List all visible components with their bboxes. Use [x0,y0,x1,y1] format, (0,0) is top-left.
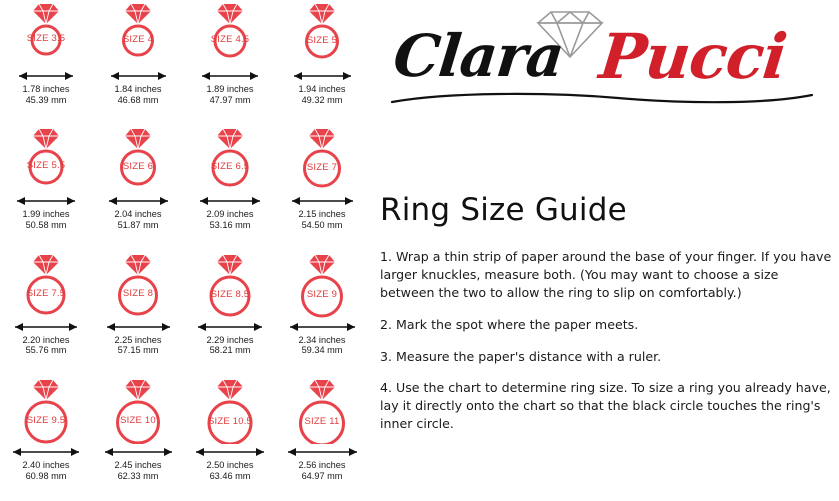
diameter-arrow [287,445,358,459]
ring-measurements [23,209,70,231]
ring-mm: 49.32 mm [301,94,343,105]
ring-inches: 1.78 inches [22,84,70,94]
ring-size-label: SIZE 10 [120,415,156,427]
ring-mm: 46.68 mm [117,94,159,105]
ring-inches: 2.20 inches [22,334,70,345]
guide-step: 2. Mark the spot where the paper meets. [380,316,639,332]
ring-measurements [207,209,254,231]
ring-measurements [23,460,70,482]
ring-size-label: SIZE 6 [122,160,154,172]
ring-size-label: SIZE 5 [306,34,338,46]
ring-size-cell [92,251,184,376]
ring-measurements [207,460,254,482]
ring-size-label: SIZE 8.5 [210,288,250,300]
ring-inches: 2.04 inches [114,209,162,220]
diameter-arrow [199,194,261,208]
ring-inches: 2.40 inches [22,459,70,470]
ring-size-label: SIZE 4.5 [210,34,250,45]
ring-illustration [92,253,184,319]
ring-size-cell [276,376,368,501]
guide-steps [380,248,832,433]
ring-measurements [23,84,70,106]
ring-mm: 50.58 mm [25,220,67,231]
ring-measurements [115,460,162,482]
guide-step: 3. Measure the paper's distance with a ruler. [380,348,662,364]
diameter-arrow [104,445,173,459]
ring-size-label: SIZE 5.5 [26,160,66,172]
ring-illustration [276,378,368,444]
brand-logo [382,4,832,109]
diameter-arrow [110,69,167,83]
ring-size-label: SIZE 9 [306,289,338,300]
diameter-arrow [289,320,356,334]
ring-inches: 2.50 inches [206,459,254,470]
ring-size-label: SIZE 11 [304,416,340,428]
ring-size-label: SIZE 7.5 [26,287,66,299]
diameter-arrow [18,69,74,83]
ring-illustration [0,253,92,319]
ring-measurements [299,335,346,357]
diameter-arrow [201,69,259,83]
ring-size-cell [276,0,368,125]
ring-measurements [207,84,254,106]
ring-measurements [115,335,162,357]
ring-mm: 55.76 mm [25,345,67,356]
guide-panel [372,0,839,501]
ring-illustration [184,127,276,193]
ring-inches: 2.15 inches [298,209,346,220]
diameter-arrow [293,69,352,83]
ring-size-label: SIZE 3.5 [26,33,66,44]
ring-measurements [299,209,346,231]
ring-mm: 60.98 mm [25,470,67,481]
ring-inches: 2.09 inches [206,209,254,220]
ring-measurements [115,209,162,231]
ring-mm: 58.21 mm [209,345,251,356]
ring-mm: 54.50 mm [301,220,343,231]
ring-illustration [92,378,184,444]
guide-step: 4. Use the chart to determine ring size. To size a ring you already have, lay it directly onto the chart so that the black circle touches the ring's inner circle. [380,380,831,432]
ring-size-chart [0,0,366,501]
ring-illustration [276,127,368,193]
ring-size-cell [276,251,368,376]
brand-name-second: Pucci [596,20,790,93]
ring-size-label: SIZE 7 [306,161,338,173]
guide-step: 1. Wrap a thin strip of paper around the base of your finger. If you have larger knuckles, measure both. (You may want to choose a size between the two to allow the ring to slip on comfortably.) [380,249,832,300]
ring-mm: 53.16 mm [209,220,251,231]
ring-illustration [276,253,368,319]
ring-size-label: SIZE 9.5 [26,414,66,426]
ring-mm: 59.34 mm [301,345,343,356]
ring-measurements [207,335,254,357]
ring-measurements [299,460,346,482]
ring-size-cell [184,0,276,125]
ring-size-cell [276,125,368,250]
ring-inches: 2.34 inches [298,334,346,345]
ring-illustration [184,378,276,444]
diameter-arrow [291,194,354,208]
ring-inches: 2.45 inches [114,459,162,470]
ring-size-label: SIZE 10.5 [207,415,253,427]
ring-illustration [184,253,276,319]
ring-inches: 1.89 inches [206,84,254,94]
ring-size-cell [184,125,276,250]
ring-inches: 2.25 inches [114,334,162,345]
ring-measurements [299,84,346,106]
brand-name-first: Clara [390,22,567,90]
logo-swash [388,90,818,115]
ring-inches: 2.29 inches [206,334,254,345]
ring-inches: 1.94 inches [298,84,346,94]
ring-inches: 1.84 inches [114,84,162,94]
diameter-arrow [106,320,171,334]
ring-size-cell [92,0,184,125]
ring-size-label: SIZE 6.5 [210,161,250,173]
ring-measurements [23,335,70,357]
ring-mm: 45.39 mm [25,94,67,105]
ring-mm: 62.33 mm [117,470,159,481]
ring-mm: 51.87 mm [117,220,159,231]
diameter-arrow [16,194,76,208]
diameter-arrow [195,445,265,459]
ring-size-cell [184,376,276,501]
diameter-arrow [197,320,263,334]
ring-size-cell [92,376,184,501]
ring-mm: 64.97 mm [301,470,343,481]
ring-size-cell [0,251,92,376]
ring-inches: 2.56 inches [298,459,346,470]
diameter-arrow [14,320,78,334]
ring-size-cell [0,0,92,125]
ring-mm: 57.15 mm [117,345,159,356]
ring-measurements [115,84,162,106]
ring-size-cell [184,251,276,376]
ring-inches: 1.99 inches [22,209,70,220]
ring-size-cell [92,125,184,250]
ring-illustration [0,378,92,444]
diameter-arrow [108,194,169,208]
ring-mm: 47.97 mm [209,94,251,105]
ring-size-cell [0,125,92,250]
diameter-arrow [12,445,80,459]
ring-mm: 63.46 mm [209,470,251,481]
ring-size-label: SIZE 8 [122,288,154,299]
ring-size-cell [0,376,92,501]
ring-size-label: SIZE 4 [122,33,154,45]
page-title: Ring Size Guide [380,192,627,228]
